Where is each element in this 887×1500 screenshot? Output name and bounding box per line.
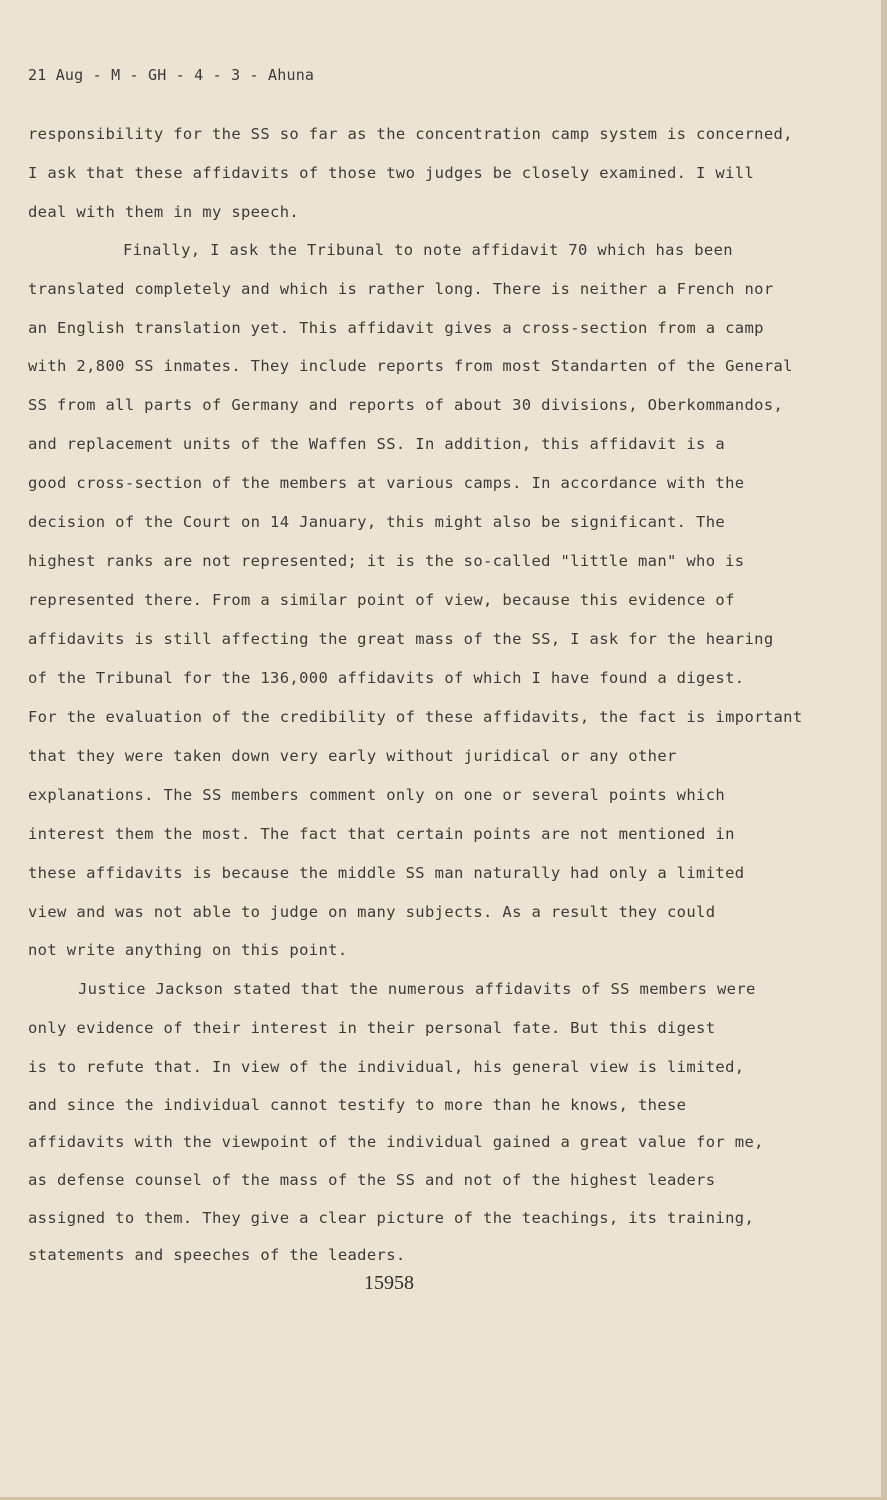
text-line-21: view and was not able to judge on many subjects. As a result they could bbox=[28, 903, 716, 921]
text-line-12: highest ranks are not represented; it is the so-called "little man" who is bbox=[28, 552, 745, 570]
text-line-15: of the Tribunal for the 136,000 affidavits of which I have found a digest. bbox=[28, 669, 745, 687]
text-line-25: is to refute that. In view of the individual, his general view is limited, bbox=[28, 1058, 745, 1076]
text-line-3: deal with them in my speech. bbox=[28, 203, 300, 221]
text-line-13: represented there. From a similar point of view, because this evidence of bbox=[28, 591, 735, 609]
text-line-4: Finally, I ask the Tribunal to note affidavit 70 which has been bbox=[123, 241, 733, 259]
text-line-1: responsibility for the SS so far as the concentration camp system is concerned, bbox=[28, 125, 793, 143]
text-line-26: and since the individual cannot testify to more than he knows, these bbox=[28, 1096, 687, 1114]
text-line-24: only evidence of their interest in their personal fate. But this digest bbox=[28, 1019, 716, 1037]
text-line-10: good cross-section of the members at various camps. In accordance with the bbox=[28, 474, 745, 492]
text-line-18: explanations. The SS members comment only on one or several points which bbox=[28, 786, 726, 804]
text-line-14: affidavits is still affecting the great mass of the SS, I ask for the hearing bbox=[28, 630, 774, 648]
text-line-11: decision of the Court on 14 January, this might also be significant. The bbox=[28, 513, 726, 531]
text-line-17: that they were taken down very early without juridical or any other bbox=[28, 747, 677, 765]
text-line-2: I ask that these affidavits of those two judges be closely examined. I will bbox=[28, 164, 755, 182]
text-line-19: interest them the most. The fact that certain points are not mentioned in bbox=[28, 825, 735, 843]
text-line-6: an English translation yet. This affidavit gives a cross-section from a camp bbox=[28, 319, 764, 337]
page-header-reference: 21 Aug - M - GH - 4 - 3 - Ahuna bbox=[28, 66, 315, 84]
text-line-9: and replacement units of the Waffen SS. In addition, this affidavit is a bbox=[28, 435, 726, 453]
text-line-28: as defense counsel of the mass of the SS and not of the highest leaders bbox=[28, 1171, 716, 1189]
text-line-30: statements and speeches of the leaders. bbox=[28, 1246, 406, 1264]
text-line-16: For the evaluation of the credibility of these affidavits, the fact is important bbox=[28, 708, 803, 726]
text-line-7: with 2,800 SS inmates. They include reports from most Standarten of the General bbox=[28, 357, 793, 375]
text-line-5: translated completely and which is rather long. There is neither a French nor bbox=[28, 280, 774, 298]
text-line-27: affidavits with the viewpoint of the individual gained a great value for me, bbox=[28, 1133, 764, 1151]
text-line-29: assigned to them. They give a clear picture of the teachings, its training, bbox=[28, 1209, 755, 1227]
text-line-20: these affidavits is because the middle SS man naturally had only a limited bbox=[28, 864, 745, 882]
text-line-22: not write anything on this point. bbox=[28, 941, 348, 959]
text-line-8: SS from all parts of Germany and reports of about 30 divisions, Oberkommandos, bbox=[28, 396, 784, 414]
text-line-23: Justice Jackson stated that the numerous affidavits of SS members were bbox=[78, 980, 756, 998]
page-number: 15958 bbox=[364, 1272, 414, 1294]
